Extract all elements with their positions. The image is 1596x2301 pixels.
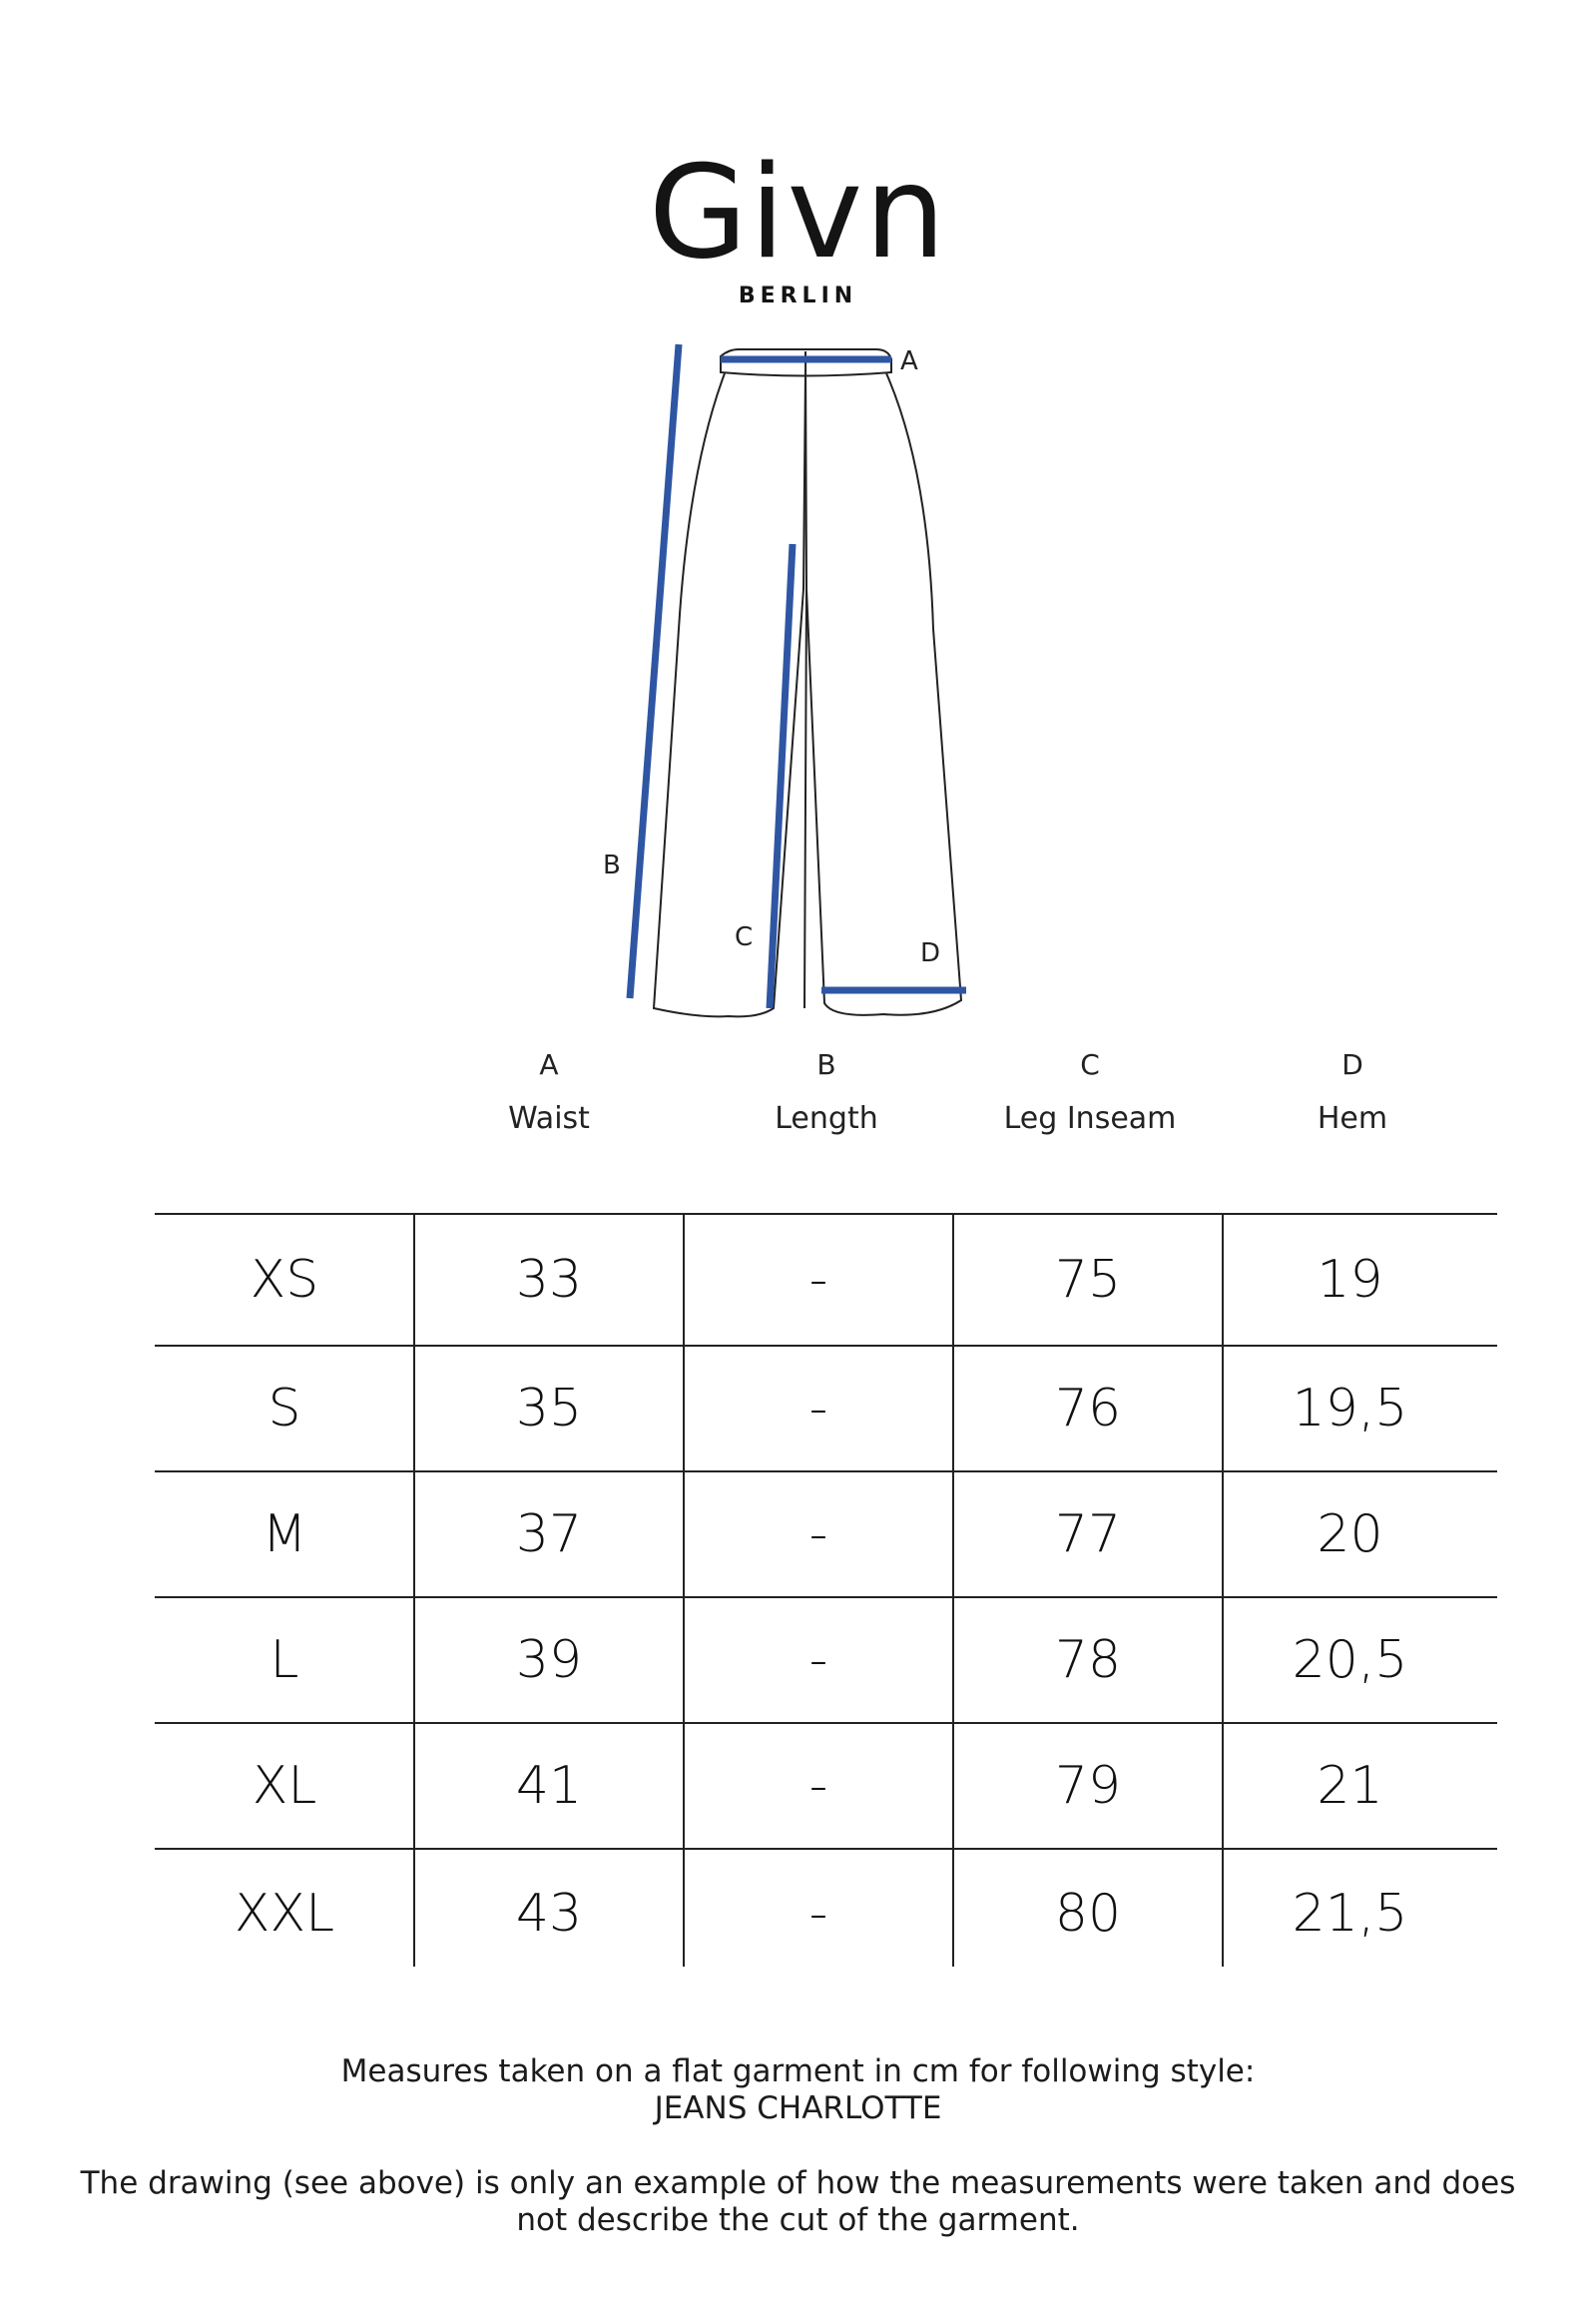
column-divider xyxy=(952,1213,954,1967)
footer-disclaimer-line1: The drawing (see above) is only an example of how the measurements were taken and does xyxy=(80,2165,1516,2201)
hem-cell: 19,5 xyxy=(1292,1379,1408,1438)
diagram-label-d: D xyxy=(920,938,941,968)
column-name-hem: Hem xyxy=(1317,1101,1388,1136)
hem-cell: 21,5 xyxy=(1292,1884,1408,1944)
length-cell: - xyxy=(808,1884,828,1944)
inseam-cell: 77 xyxy=(1054,1504,1122,1564)
size-cell: XXL xyxy=(234,1884,335,1944)
hem-cell: 19 xyxy=(1317,1250,1383,1310)
table-row xyxy=(155,1345,1497,1470)
inseam-cell: 79 xyxy=(1054,1756,1122,1816)
length-cell: - xyxy=(808,1504,828,1564)
column-letter-c: C xyxy=(1080,1048,1100,1081)
footer-note-line1: Measures taken on a flat garment in cm for following style: xyxy=(340,2053,1256,2089)
size-table xyxy=(155,1213,1497,1974)
waist-cell: 39 xyxy=(515,1630,583,1690)
waist-cell: 33 xyxy=(515,1250,583,1310)
right-leg-outline xyxy=(806,373,961,1015)
size-cell: L xyxy=(269,1630,299,1690)
size-cell: XL xyxy=(252,1756,317,1816)
inseam-cell: 78 xyxy=(1054,1630,1122,1690)
measure-line-b xyxy=(630,344,679,998)
length-cell: - xyxy=(808,1756,828,1816)
table-row xyxy=(155,1470,1497,1596)
waist-cell: 41 xyxy=(515,1756,583,1816)
length-cell: - xyxy=(808,1630,828,1690)
column-divider xyxy=(413,1213,415,1967)
table-row xyxy=(155,1722,1497,1848)
size-cell: M xyxy=(262,1504,307,1564)
pants-measurement-diagram xyxy=(0,329,1596,1028)
length-cell: - xyxy=(808,1250,828,1310)
column-name-length: Length xyxy=(775,1101,878,1136)
inseam-cell: 75 xyxy=(1054,1250,1122,1310)
diagram-label-a: A xyxy=(900,346,918,376)
footer-style-name: JEANS CHARLOTTE xyxy=(654,2090,942,2126)
measure-line-c xyxy=(770,544,793,1008)
footer-disclaimer-line2: not describe the cut of the garment. xyxy=(516,2202,1080,2238)
column-name-leg-inseam: Leg Inseam xyxy=(1003,1101,1177,1136)
waist-cell: 35 xyxy=(515,1379,583,1438)
size-cell: S xyxy=(267,1379,301,1438)
column-letter-b: B xyxy=(816,1048,836,1081)
waist-cell: 37 xyxy=(515,1504,583,1564)
hem-cell: 20,5 xyxy=(1292,1630,1408,1690)
column-divider xyxy=(683,1213,685,1967)
inseam-cell: 80 xyxy=(1054,1884,1122,1944)
length-cell: - xyxy=(808,1379,828,1438)
diagram-label-b: B xyxy=(603,851,621,880)
column-letter-d: D xyxy=(1341,1048,1363,1081)
column-divider xyxy=(1222,1213,1224,1967)
column-name-waist: Waist xyxy=(508,1101,590,1136)
inseam-cell: 76 xyxy=(1054,1379,1122,1438)
brand-subtitle: BERLIN xyxy=(738,284,858,308)
table-row xyxy=(155,1848,1497,1974)
table-row xyxy=(155,1596,1497,1722)
hem-cell: 20 xyxy=(1317,1504,1383,1564)
table-row xyxy=(155,1213,1497,1345)
waist-cell: 43 xyxy=(515,1884,583,1944)
hem-cell: 21 xyxy=(1317,1756,1383,1816)
column-letter-a: A xyxy=(539,1048,559,1081)
diagram-label-c: C xyxy=(735,922,754,952)
size-cell: XS xyxy=(250,1250,319,1310)
brand-logo: Givn xyxy=(648,139,948,288)
